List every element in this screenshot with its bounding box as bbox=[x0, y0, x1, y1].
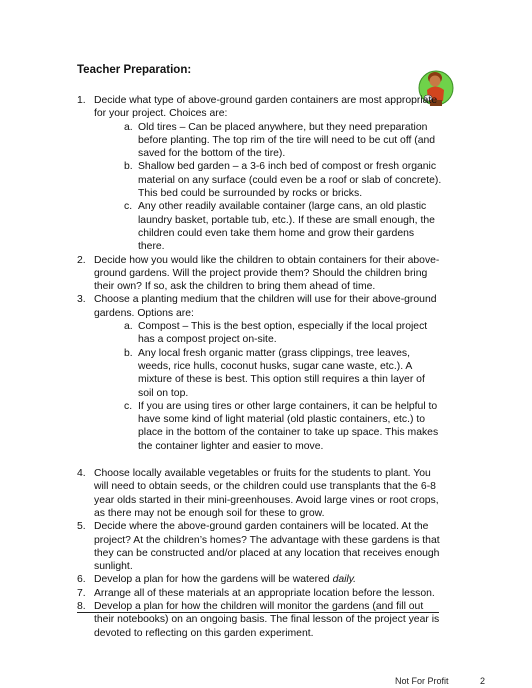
sub-list-letter: a. bbox=[124, 121, 133, 133]
list-item-text-main: Decide where the above-ground garden containers will be located. At the project? At the children’s homes? The advantage with these gardens is that they can be constructed and/or placed at any location that receives enough sunlight. bbox=[94, 521, 440, 573]
sub-list-item bbox=[124, 200, 442, 253]
section-heading: Teacher Preparation: bbox=[77, 64, 192, 76]
list-item-text bbox=[94, 520, 442, 573]
list-item-number: 4. bbox=[77, 468, 86, 480]
sub-list-text: Compost – This is the best option, especially if the local project has a compost project on-site. bbox=[138, 321, 428, 346]
sub-list-letter: a. bbox=[124, 321, 133, 333]
sub-list-letter: b. bbox=[124, 347, 133, 359]
list-item-text-main: Decide how you would like the children to obtain containers for their above-ground gardens. Will the project provide them? Should the children bring their own? If so, ask the children to bring them ahead of time. bbox=[94, 254, 440, 293]
list-item-text bbox=[94, 467, 442, 520]
list-item-number: 3. bbox=[77, 294, 86, 306]
list-item bbox=[77, 587, 442, 600]
page-number: 2 bbox=[480, 676, 486, 686]
sub-list-item bbox=[124, 320, 442, 347]
sub-list-letter: c. bbox=[124, 400, 133, 412]
list-item bbox=[77, 520, 442, 573]
sub-list-text: If you are using tires or other large containers, it can be helpful to have some kind of light material (old plastic containers, etc.) to place in the bottom of the container to take up space. This makes the container lighter and easier to move. bbox=[138, 400, 439, 452]
sub-list-item bbox=[124, 121, 442, 161]
list-item-number: 2. bbox=[77, 254, 86, 266]
preparation-list bbox=[77, 94, 442, 640]
list-item-text-main: Choose a planting medium that the children will use for their above-ground gardens. Options are: bbox=[94, 294, 437, 319]
list-item-number: 6. bbox=[77, 574, 86, 586]
sub-list-item bbox=[124, 160, 442, 200]
list-item-emphasis: daily. bbox=[332, 574, 357, 586]
sub-list-item bbox=[124, 347, 442, 400]
list-item bbox=[77, 600, 442, 640]
sub-list-letter: b. bbox=[124, 161, 133, 173]
list-item bbox=[77, 293, 442, 453]
sub-list-text: Any local fresh organic matter (grass clippings, tree leaves, weeds, rice hulls, coconut husks, sugar cane waste, etc.). A mixture of these is best. This option still requires a thin layer of soil on top. bbox=[138, 347, 425, 399]
footer-text: Not For Profit bbox=[395, 676, 449, 686]
sub-list-item bbox=[124, 400, 442, 453]
list-item-text-main: Develop a plan for how the gardens will be watered bbox=[94, 574, 330, 586]
list-item-text bbox=[94, 94, 442, 121]
sub-list bbox=[94, 320, 442, 453]
list-item-text-main: Arrange all of these materials at an appropriate location before the lesson. bbox=[94, 587, 435, 599]
sub-list-text: Shallow bed garden – a 3-6 inch bed of compost or fresh organic material on any surface (could even be a roof or slab of concrete). This bed could be surrounded by rocks or bricks. bbox=[138, 161, 442, 200]
sub-list bbox=[94, 121, 442, 254]
list-item-number: 5. bbox=[77, 521, 86, 533]
list-item bbox=[77, 573, 442, 586]
list-item-number: 1. bbox=[77, 95, 86, 106]
sub-list-text: Old tires – Can be placed anywhere, but they need preparation before planting. The top rim of the tire will need to be cut off (and saved for the bottom of the tire). bbox=[138, 121, 436, 160]
footer-rule bbox=[77, 612, 439, 613]
list-item-text bbox=[94, 573, 442, 586]
list-item bbox=[77, 254, 442, 294]
list-spacer bbox=[77, 453, 442, 467]
list-item-text-main: Choose locally available vegetables or fruits for the students to plant. You will need to obtain seeds, or the children could use transplants that the 6-8 year olds started in their mini-greenhouses. Avoid large vines or root crops, as there may not be enough soil for these to grow. bbox=[94, 468, 439, 519]
sub-list-text: Any other readily available container (large cans, an old plastic laundry basket, portable tub, etc.). If these are small enough, the children could even take them home and grow their gardens there. bbox=[138, 201, 435, 253]
list-item-number: 8. bbox=[77, 600, 86, 612]
list-item-text-main: Decide what type of above-ground garden containers are most appropriate for your project. Choices are: bbox=[94, 95, 438, 120]
list-item-text bbox=[94, 600, 442, 640]
list-item bbox=[77, 94, 442, 254]
list-item-text bbox=[94, 587, 442, 600]
list-item bbox=[77, 467, 442, 520]
list-item-text-main: Develop a plan for how the children will monitor the gardens (and fill out their notebooks) on an ongoing basis. The final lesson of the project year is devoted to reflecting on this garden experiment. bbox=[94, 600, 440, 639]
list-item-text bbox=[94, 254, 442, 294]
sub-list-letter: c. bbox=[124, 201, 133, 213]
list-item-number: 7. bbox=[77, 587, 86, 599]
list-item-text bbox=[94, 293, 442, 320]
